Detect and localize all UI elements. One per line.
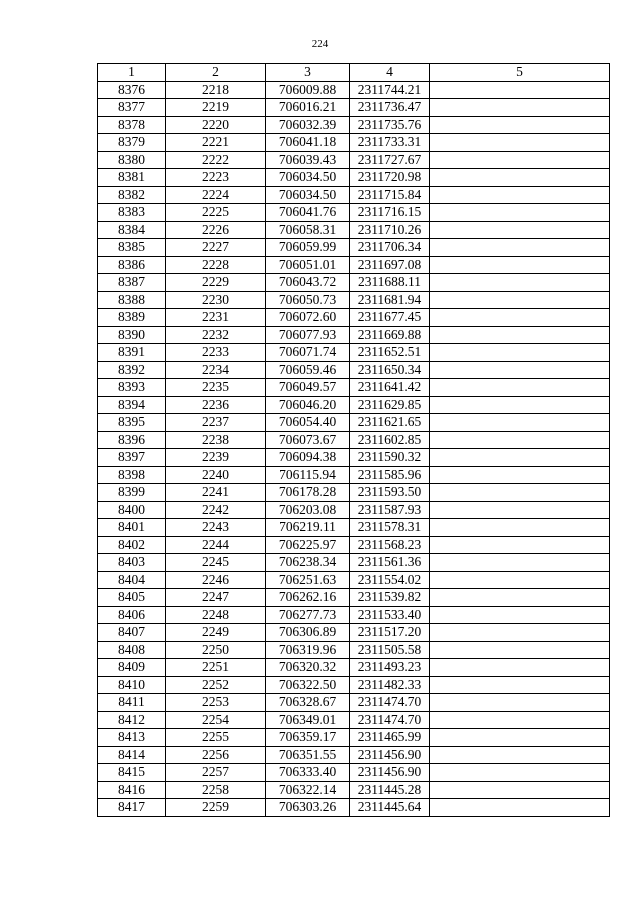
y-coordinate-cell: 2311621.65 — [350, 414, 430, 432]
vertex-number-cell: 2218 — [166, 81, 266, 99]
table-row — [98, 501, 610, 519]
point-number-cell: 8396 — [98, 431, 166, 449]
note-cell — [430, 204, 610, 222]
point-number-cell: 8404 — [98, 571, 166, 589]
x-coordinate-cell: 706059.99 — [266, 239, 350, 257]
table-row — [98, 694, 610, 712]
y-coordinate-cell: 2311735.76 — [350, 116, 430, 134]
note-cell — [430, 99, 610, 117]
x-coordinate-cell: 706303.26 — [266, 799, 350, 817]
column-header-3: 3 — [266, 64, 350, 82]
y-coordinate-cell: 2311697.08 — [350, 256, 430, 274]
point-number-cell: 8391 — [98, 344, 166, 362]
point-number-cell: 8386 — [98, 256, 166, 274]
table-row — [98, 536, 610, 554]
note-cell — [430, 554, 610, 572]
table-row — [98, 484, 610, 502]
note-cell — [430, 116, 610, 134]
x-coordinate-cell: 706039.43 — [266, 151, 350, 169]
y-coordinate-cell: 2311456.90 — [350, 746, 430, 764]
vertex-number-cell: 2238 — [166, 431, 266, 449]
x-coordinate-cell: 706319.96 — [266, 641, 350, 659]
y-coordinate-cell: 2311456.90 — [350, 764, 430, 782]
y-coordinate-cell: 2311677.45 — [350, 309, 430, 327]
vertex-number-cell: 2230 — [166, 291, 266, 309]
vertex-number-cell: 2245 — [166, 554, 266, 572]
point-number-cell: 8402 — [98, 536, 166, 554]
page-number: 224 — [311, 38, 329, 50]
x-coordinate-cell: 706059.46 — [266, 361, 350, 379]
point-number-cell: 8390 — [98, 326, 166, 344]
x-coordinate-cell: 706041.18 — [266, 134, 350, 152]
x-coordinate-cell: 706178.28 — [266, 484, 350, 502]
point-number-cell: 8377 — [98, 99, 166, 117]
point-number-cell: 8409 — [98, 659, 166, 677]
y-coordinate-cell: 2311602.85 — [350, 431, 430, 449]
vertex-number-cell: 2231 — [166, 309, 266, 327]
table-row — [98, 746, 610, 764]
vertex-number-cell: 2257 — [166, 764, 266, 782]
point-number-cell: 8397 — [98, 449, 166, 467]
x-coordinate-cell: 706094.38 — [266, 449, 350, 467]
table-row — [98, 116, 610, 134]
note-cell — [430, 274, 610, 292]
x-coordinate-cell: 706034.50 — [266, 186, 350, 204]
column-header-1: 1 — [98, 64, 166, 82]
note-cell — [430, 606, 610, 624]
vertex-number-cell: 2236 — [166, 396, 266, 414]
x-coordinate-cell: 706277.73 — [266, 606, 350, 624]
y-coordinate-cell: 2311716.15 — [350, 204, 430, 222]
note-cell — [430, 536, 610, 554]
table-row — [98, 221, 610, 239]
point-number-cell: 8413 — [98, 729, 166, 747]
y-coordinate-cell: 2311593.50 — [350, 484, 430, 502]
table-row — [98, 134, 610, 152]
x-coordinate-cell: 706034.50 — [266, 169, 350, 187]
vertex-number-cell: 2247 — [166, 589, 266, 607]
x-coordinate-cell: 706077.93 — [266, 326, 350, 344]
x-coordinate-cell: 706051.01 — [266, 256, 350, 274]
point-number-cell: 8412 — [98, 711, 166, 729]
note-cell — [430, 571, 610, 589]
x-coordinate-cell: 706359.17 — [266, 729, 350, 747]
vertex-number-cell: 2254 — [166, 711, 266, 729]
point-number-cell: 8394 — [98, 396, 166, 414]
table-body — [98, 81, 610, 816]
vertex-number-cell: 2225 — [166, 204, 266, 222]
y-coordinate-cell: 2311474.70 — [350, 694, 430, 712]
x-coordinate-cell: 706049.57 — [266, 379, 350, 397]
note-cell — [430, 344, 610, 362]
note-cell — [430, 466, 610, 484]
y-coordinate-cell: 2311715.84 — [350, 186, 430, 204]
vertex-number-cell: 2246 — [166, 571, 266, 589]
point-number-cell: 8411 — [98, 694, 166, 712]
table-row — [98, 291, 610, 309]
table-row — [98, 396, 610, 414]
point-number-cell: 8405 — [98, 589, 166, 607]
vertex-number-cell: 2221 — [166, 134, 266, 152]
note-cell — [430, 781, 610, 799]
note-cell — [430, 624, 610, 642]
table-row — [98, 641, 610, 659]
vertex-number-cell: 2241 — [166, 484, 266, 502]
table-row — [98, 326, 610, 344]
note-cell — [430, 711, 610, 729]
point-number-cell: 8376 — [98, 81, 166, 99]
table-row — [98, 431, 610, 449]
x-coordinate-cell: 706306.89 — [266, 624, 350, 642]
point-number-cell: 8384 — [98, 221, 166, 239]
x-coordinate-cell: 706050.73 — [266, 291, 350, 309]
vertex-number-cell: 2234 — [166, 361, 266, 379]
table-row — [98, 466, 610, 484]
vertex-number-cell: 2232 — [166, 326, 266, 344]
header-row — [98, 64, 610, 82]
note-cell — [430, 379, 610, 397]
x-coordinate-cell: 706322.14 — [266, 781, 350, 799]
point-number-cell: 8392 — [98, 361, 166, 379]
vertex-number-cell: 2229 — [166, 274, 266, 292]
point-number-cell: 8395 — [98, 414, 166, 432]
column-header-5: 5 — [430, 64, 610, 82]
point-number-cell: 8388 — [98, 291, 166, 309]
vertex-number-cell: 2252 — [166, 676, 266, 694]
y-coordinate-cell: 2311736.47 — [350, 99, 430, 117]
table-row — [98, 449, 610, 467]
y-coordinate-cell: 2311629.85 — [350, 396, 430, 414]
x-coordinate-cell: 706251.63 — [266, 571, 350, 589]
vertex-number-cell: 2240 — [166, 466, 266, 484]
table-row — [98, 204, 610, 222]
column-header-2: 2 — [166, 64, 266, 82]
vertex-number-cell: 2256 — [166, 746, 266, 764]
y-coordinate-cell: 2311517.20 — [350, 624, 430, 642]
y-coordinate-cell: 2311587.93 — [350, 501, 430, 519]
note-cell — [430, 764, 610, 782]
point-number-cell: 8399 — [98, 484, 166, 502]
table-row — [98, 379, 610, 397]
note-cell — [430, 134, 610, 152]
table-row — [98, 186, 610, 204]
x-coordinate-cell: 706203.08 — [266, 501, 350, 519]
table-row — [98, 361, 610, 379]
y-coordinate-cell: 2311482.33 — [350, 676, 430, 694]
table-row — [98, 624, 610, 642]
note-cell — [430, 694, 610, 712]
y-coordinate-cell: 2311505.58 — [350, 641, 430, 659]
note-cell — [430, 361, 610, 379]
table-row — [98, 606, 610, 624]
x-coordinate-cell: 706115.94 — [266, 466, 350, 484]
table-row — [98, 554, 610, 572]
vertex-number-cell: 2223 — [166, 169, 266, 187]
y-coordinate-cell: 2311554.02 — [350, 571, 430, 589]
x-coordinate-cell: 706073.67 — [266, 431, 350, 449]
x-coordinate-cell: 706225.97 — [266, 536, 350, 554]
note-cell — [430, 396, 610, 414]
note-cell — [430, 676, 610, 694]
table-row — [98, 799, 610, 817]
table-row — [98, 99, 610, 117]
table-row — [98, 344, 610, 362]
x-coordinate-cell: 706262.16 — [266, 589, 350, 607]
y-coordinate-cell: 2311669.88 — [350, 326, 430, 344]
table-row — [98, 781, 610, 799]
note-cell — [430, 729, 610, 747]
x-coordinate-cell: 706032.39 — [266, 116, 350, 134]
vertex-number-cell: 2244 — [166, 536, 266, 554]
vertex-number-cell: 2250 — [166, 641, 266, 659]
table-header — [98, 64, 610, 82]
x-coordinate-cell: 706016.21 — [266, 99, 350, 117]
y-coordinate-cell: 2311650.34 — [350, 361, 430, 379]
table-row — [98, 169, 610, 187]
point-number-cell: 8406 — [98, 606, 166, 624]
x-coordinate-cell: 706009.88 — [266, 81, 350, 99]
point-number-cell: 8415 — [98, 764, 166, 782]
table-row — [98, 239, 610, 257]
point-number-cell: 8383 — [98, 204, 166, 222]
y-coordinate-cell: 2311445.28 — [350, 781, 430, 799]
note-cell — [430, 799, 610, 817]
note-cell — [430, 449, 610, 467]
note-cell — [430, 186, 610, 204]
table-row — [98, 81, 610, 99]
table-row — [98, 414, 610, 432]
vertex-number-cell: 2224 — [166, 186, 266, 204]
vertex-number-cell: 2239 — [166, 449, 266, 467]
y-coordinate-cell: 2311590.32 — [350, 449, 430, 467]
note-cell — [430, 659, 610, 677]
y-coordinate-cell: 2311720.98 — [350, 169, 430, 187]
note-cell — [430, 484, 610, 502]
point-number-cell: 8408 — [98, 641, 166, 659]
point-number-cell: 8403 — [98, 554, 166, 572]
y-coordinate-cell: 2311727.67 — [350, 151, 430, 169]
vertex-number-cell: 2248 — [166, 606, 266, 624]
table-row — [98, 659, 610, 677]
point-number-cell: 8378 — [98, 116, 166, 134]
vertex-number-cell: 2228 — [166, 256, 266, 274]
y-coordinate-cell: 2311710.26 — [350, 221, 430, 239]
y-coordinate-cell: 2311493.23 — [350, 659, 430, 677]
x-coordinate-cell: 706349.01 — [266, 711, 350, 729]
y-coordinate-cell: 2311539.82 — [350, 589, 430, 607]
note-cell — [430, 414, 610, 432]
point-number-cell: 8393 — [98, 379, 166, 397]
table-row — [98, 571, 610, 589]
x-coordinate-cell: 706328.67 — [266, 694, 350, 712]
note-cell — [430, 81, 610, 99]
vertex-number-cell: 2233 — [166, 344, 266, 362]
note-cell — [430, 326, 610, 344]
x-coordinate-cell: 706320.32 — [266, 659, 350, 677]
table-row — [98, 519, 610, 537]
vertex-number-cell: 2258 — [166, 781, 266, 799]
x-coordinate-cell: 706238.34 — [266, 554, 350, 572]
note-cell — [430, 309, 610, 327]
vertex-number-cell: 2226 — [166, 221, 266, 239]
point-number-cell: 8382 — [98, 186, 166, 204]
y-coordinate-cell: 2311568.23 — [350, 536, 430, 554]
note-cell — [430, 641, 610, 659]
x-coordinate-cell: 706046.20 — [266, 396, 350, 414]
x-coordinate-cell: 706071.74 — [266, 344, 350, 362]
point-number-cell: 8389 — [98, 309, 166, 327]
vertex-number-cell: 2220 — [166, 116, 266, 134]
vertex-number-cell: 2253 — [166, 694, 266, 712]
y-coordinate-cell: 2311445.64 — [350, 799, 430, 817]
table-row — [98, 274, 610, 292]
x-coordinate-cell: 706043.72 — [266, 274, 350, 292]
column-header-4: 4 — [350, 64, 430, 82]
table-row — [98, 764, 610, 782]
vertex-number-cell: 2243 — [166, 519, 266, 537]
y-coordinate-cell: 2311688.11 — [350, 274, 430, 292]
table-row — [98, 151, 610, 169]
note-cell — [430, 519, 610, 537]
y-coordinate-cell: 2311733.31 — [350, 134, 430, 152]
point-number-cell: 8400 — [98, 501, 166, 519]
vertex-number-cell: 2219 — [166, 99, 266, 117]
vertex-number-cell: 2242 — [166, 501, 266, 519]
note-cell — [430, 291, 610, 309]
note-cell — [430, 501, 610, 519]
x-coordinate-cell: 706333.40 — [266, 764, 350, 782]
x-coordinate-cell: 706072.60 — [266, 309, 350, 327]
vertex-number-cell: 2235 — [166, 379, 266, 397]
y-coordinate-cell: 2311533.40 — [350, 606, 430, 624]
table-row — [98, 589, 610, 607]
point-number-cell: 8410 — [98, 676, 166, 694]
coordinates-table — [97, 63, 610, 817]
table-row — [98, 711, 610, 729]
y-coordinate-cell: 2311474.70 — [350, 711, 430, 729]
note-cell — [430, 256, 610, 274]
y-coordinate-cell: 2311578.31 — [350, 519, 430, 537]
x-coordinate-cell: 706058.31 — [266, 221, 350, 239]
vertex-number-cell: 2251 — [166, 659, 266, 677]
vertex-number-cell: 2237 — [166, 414, 266, 432]
y-coordinate-cell: 2311641.42 — [350, 379, 430, 397]
table-row — [98, 676, 610, 694]
y-coordinate-cell: 2311706.34 — [350, 239, 430, 257]
note-cell — [430, 589, 610, 607]
point-number-cell: 8414 — [98, 746, 166, 764]
note-cell — [430, 221, 610, 239]
y-coordinate-cell: 2311681.94 — [350, 291, 430, 309]
vertex-number-cell: 2255 — [166, 729, 266, 747]
y-coordinate-cell: 2311744.21 — [350, 81, 430, 99]
table-row — [98, 729, 610, 747]
vertex-number-cell: 2259 — [166, 799, 266, 817]
point-number-cell: 8398 — [98, 466, 166, 484]
point-number-cell: 8387 — [98, 274, 166, 292]
note-cell — [430, 169, 610, 187]
point-number-cell: 8381 — [98, 169, 166, 187]
x-coordinate-cell: 706041.76 — [266, 204, 350, 222]
point-number-cell: 8401 — [98, 519, 166, 537]
vertex-number-cell: 2222 — [166, 151, 266, 169]
vertex-number-cell: 2249 — [166, 624, 266, 642]
note-cell — [430, 431, 610, 449]
point-number-cell: 8417 — [98, 799, 166, 817]
table-row — [98, 256, 610, 274]
point-number-cell: 8379 — [98, 134, 166, 152]
x-coordinate-cell: 706351.55 — [266, 746, 350, 764]
note-cell — [430, 239, 610, 257]
note-cell — [430, 151, 610, 169]
point-number-cell: 8407 — [98, 624, 166, 642]
y-coordinate-cell: 2311561.36 — [350, 554, 430, 572]
x-coordinate-cell: 706054.40 — [266, 414, 350, 432]
vertex-number-cell: 2227 — [166, 239, 266, 257]
y-coordinate-cell: 2311652.51 — [350, 344, 430, 362]
point-number-cell: 8416 — [98, 781, 166, 799]
note-cell — [430, 746, 610, 764]
x-coordinate-cell: 706219.11 — [266, 519, 350, 537]
y-coordinate-cell: 2311585.96 — [350, 466, 430, 484]
table-row — [98, 309, 610, 327]
point-number-cell: 8380 — [98, 151, 166, 169]
x-coordinate-cell: 706322.50 — [266, 676, 350, 694]
y-coordinate-cell: 2311465.99 — [350, 729, 430, 747]
point-number-cell: 8385 — [98, 239, 166, 257]
